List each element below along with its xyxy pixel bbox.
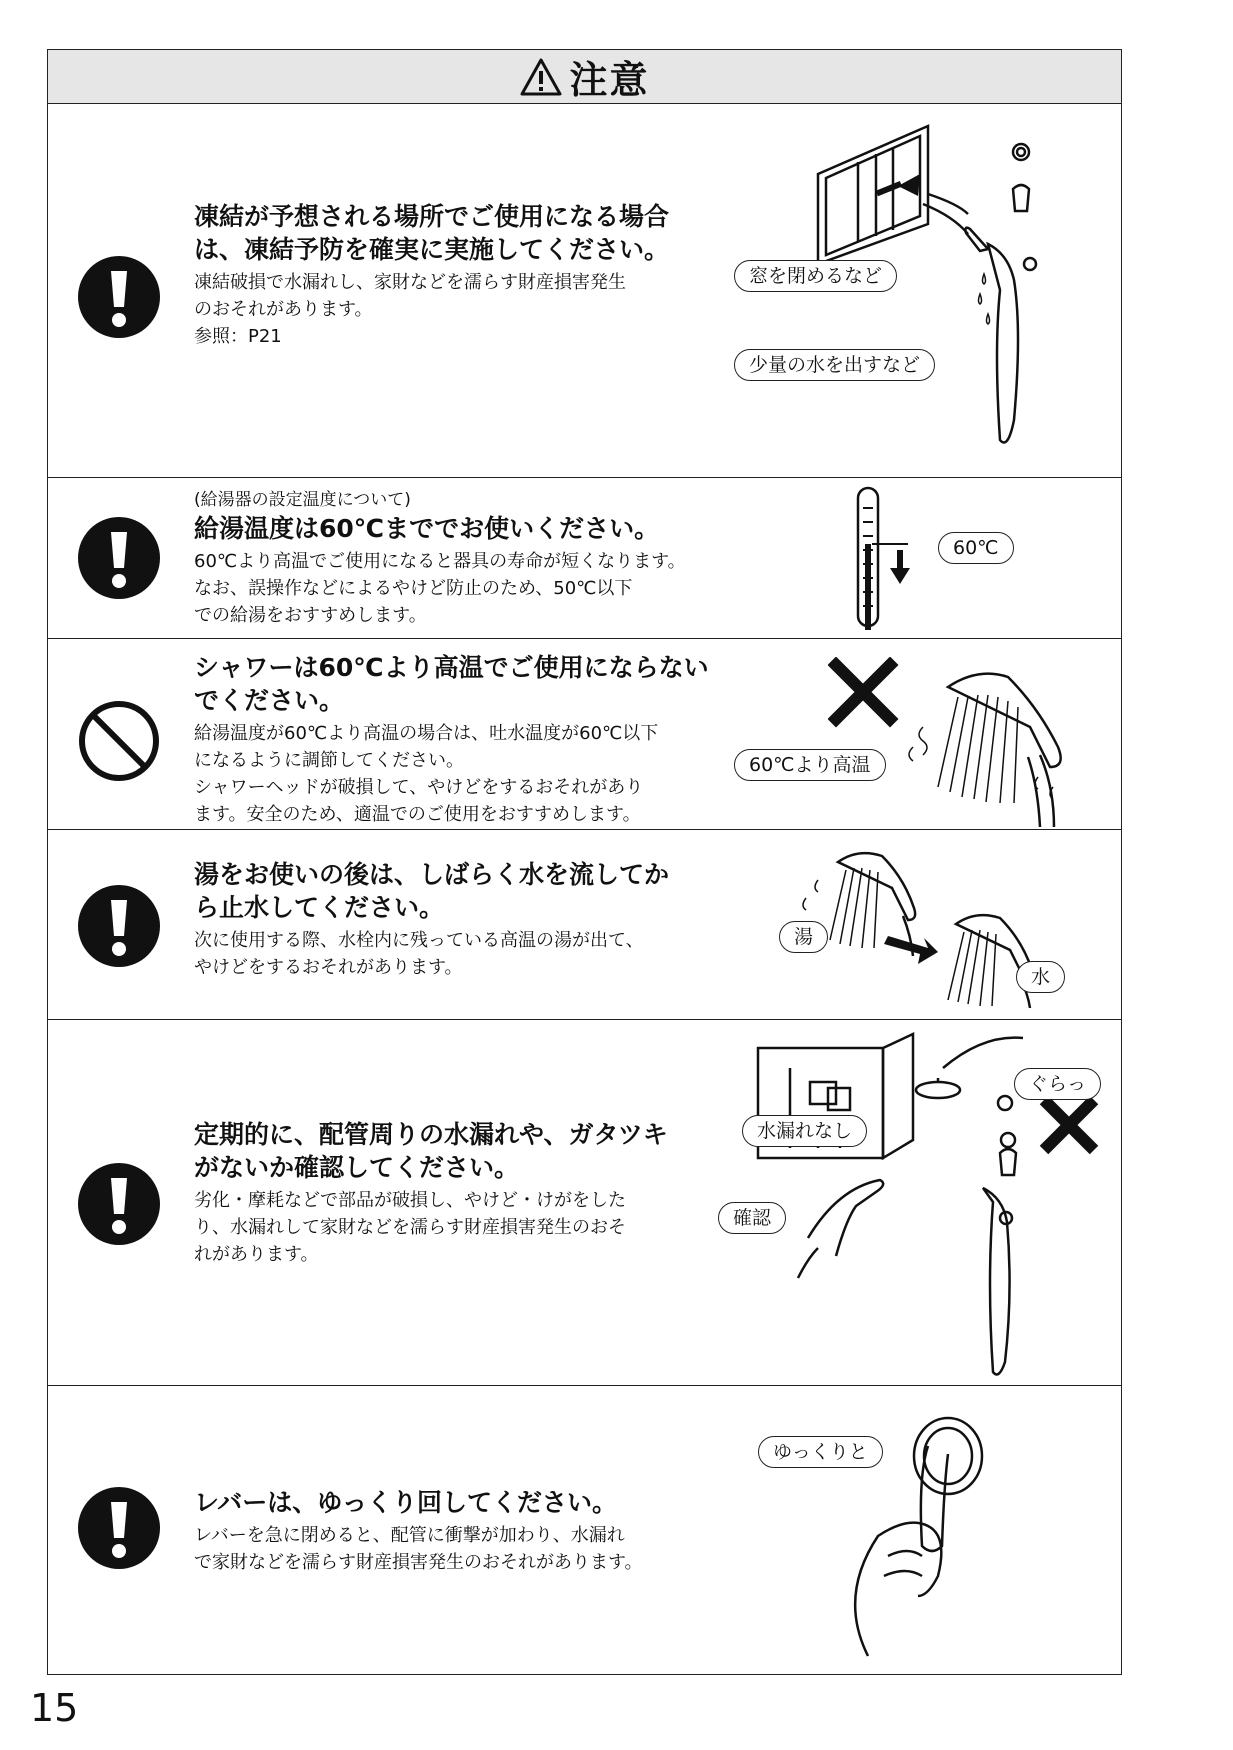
row-pretext: (給湯器の設定温度について) — [194, 490, 411, 510]
mandatory-icon — [77, 1486, 161, 1570]
bubble-slowly: ゆっくりと — [758, 1436, 883, 1468]
row-text — [194, 1486, 643, 1576]
bubble-close-window: 窓を閉めるなど — [734, 260, 897, 292]
thermometer-illustration — [848, 484, 948, 634]
row-heading: 湯をお使いの後は、しばらく水を流してか ら止水してください。 — [194, 860, 670, 922]
bubble-check: 確認 — [718, 1202, 786, 1234]
row-heading: 給湯温度は60℃まででお使いください。 — [194, 514, 660, 543]
row-body: レバーを急に閉めると、配管に衝撃が加わり、水漏れ で家財などを濡らす財産損害発生のおそれがあります。 — [194, 1525, 643, 1573]
caution-title: 注意 — [569, 58, 650, 102]
caution-row-inspection — [48, 1019, 1121, 1385]
caution-row-flush-water — [48, 829, 1121, 1019]
hot-to-cold-illustration — [788, 840, 1118, 1010]
row-body: 給湯温度が60℃より高温の場合は、吐水温度が60℃以下 になるように調節してください。 シャワーヘッドが破損して、やけどをするおそれがあり ます。安全のため、適温でのご使用をおすすめします。 — [194, 723, 659, 825]
row-text — [194, 488, 686, 629]
bubble-hot: 湯 — [779, 921, 828, 953]
row-body: 凍結破損で水漏れし、家財などを濡らす財産損害発生 のおそれがあります。 参照：P21 — [194, 272, 626, 347]
bubble-wobble: ぐらっ — [1014, 1068, 1101, 1100]
row-body: 60℃より高温でご使用になると器具の寿命が短くなります。 なお、誤操作などによるやけど防止のため、50℃以下 での給湯をおすすめします。 — [194, 551, 686, 626]
prohibition-icon — [77, 699, 161, 783]
bubble-60c: 60℃ — [938, 532, 1014, 564]
bubble-small-water: 少量の水を出すなど — [734, 349, 935, 381]
caution-row-shower-temp — [48, 638, 1121, 829]
row-body: 次に使用する際、水栓内に残っている高温の湯が出て、 やけどをするおそれがあります。 — [194, 930, 644, 978]
bubble-over-60c: 60℃より高温 — [734, 749, 886, 781]
row-text — [194, 200, 669, 350]
row-body: 劣化・摩耗などで部品が破損し、やけど・けがをした り、水漏れして家財などを濡らす財産損害発生のおそ れがあります。 — [194, 1190, 626, 1265]
window-shower-illustration — [688, 114, 1108, 474]
caution-row-lever — [48, 1385, 1121, 1676]
row-text — [194, 651, 709, 828]
warning-triangle-icon — [519, 57, 563, 97]
row-heading: 凍結が予想される場所でご使用になる場合 は、凍結予防を確実に実施してください。 — [194, 202, 670, 264]
caution-frame — [47, 49, 1122, 1675]
row-text — [194, 858, 669, 981]
row-heading: シャワーは60℃より高温でご使用にならない でください。 — [194, 653, 709, 715]
mandatory-icon — [77, 255, 161, 339]
mandatory-icon — [77, 1162, 161, 1246]
row-heading: レバーは、ゆっくり回してください。 — [194, 1488, 618, 1517]
mandatory-icon — [77, 884, 161, 968]
page-number: 15 — [30, 1686, 79, 1730]
mandatory-icon — [77, 516, 161, 600]
shower-head-hot-illustration — [828, 657, 1118, 827]
bubble-no-leak: 水漏れなし — [742, 1115, 867, 1147]
bubble-cold: 水 — [1016, 961, 1065, 993]
caution-row-freeze — [48, 104, 1121, 477]
row-text — [194, 1118, 668, 1268]
row-heading: 定期的に、配管周りの水漏れや、ガタツキ がないか確認してください。 — [194, 1120, 668, 1182]
caution-header — [48, 50, 1121, 104]
caution-row-temperature — [48, 477, 1121, 638]
